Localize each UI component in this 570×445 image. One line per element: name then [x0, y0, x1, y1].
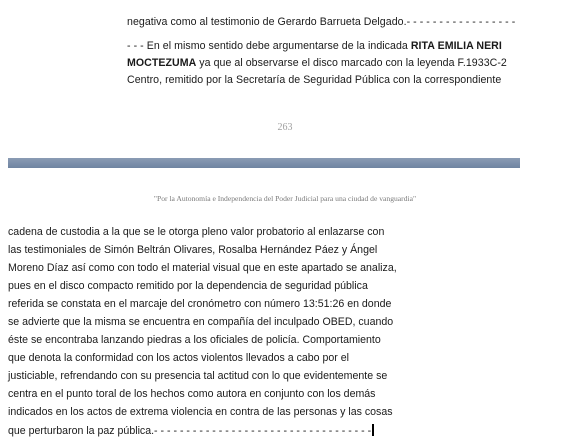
text-cursor[interactable] — [372, 424, 374, 436]
body-text-line: Moreno Díaz así como con todo el material visual que en este apartado se analiza, — [8, 262, 397, 274]
body-text-line: centra en el punto toral de los hechos como autora en conjunto con los demás — [8, 388, 376, 400]
body-text-line: cadena de custodia a la que se le otorga pleno valor probatorio al enlazarse con — [8, 226, 385, 238]
upper-text-line — [127, 40, 502, 53]
bold-name-run: RITA EMILIA NERI — [410, 40, 502, 52]
page-break-bar — [8, 158, 520, 168]
page-number: 263 — [277, 122, 293, 133]
bold-name-run: MOCTEZUMA — [127, 57, 197, 69]
body-text-line: indicados en los actos de extrema violencia en contra de las personas y las cosas — [8, 406, 393, 418]
upper-text-line — [127, 57, 507, 70]
upper-text-line: negativa como al testimonio de Gerardo Barrueta Delgado.- - - - - - - - - - - - - - - - - — [127, 16, 516, 28]
body-text-line — [8, 424, 374, 438]
text-run: ya que al observarse el disco marcado con la leyenda F.1933C-2 — [196, 57, 507, 69]
body-text-line: pues en el disco compacto remitido por la dependencia de seguridad pública — [8, 280, 368, 292]
upper-text-line: Centro, remitido por la Secretaría de Seguridad Pública con la correspondiente — [127, 74, 502, 86]
body-text-line: éste se encontraba lanzando piedras a los oficiales de policía. Comportamiento — [8, 334, 381, 346]
page-gap-edge — [0, 158, 8, 168]
text-run: que perturbaron la paz pública.- - - - - - - - - - - - - - - - - - - - - - - - - - - - - - - - - - — [8, 425, 372, 437]
text-run: - - - En el mismo sentido debe argumentarse de la indicada — [127, 40, 411, 52]
previous-page-bottom — [0, 0, 570, 158]
body-text-line: justiciable, refrendando con su presencia tal actitud con lo que evidentemente se — [8, 370, 388, 382]
body-text-line: se advierte que la misma se encuentra en compañía del inculpado OBED, cuando — [8, 316, 394, 328]
body-text-line: que denota la conformidad con los actos violentos llevados a cabo por el — [8, 352, 349, 364]
body-text-line: las testimoniales de Simón Beltrán Olivares, Rosalba Hernández Páez y Ángel — [8, 244, 378, 256]
body-text-line: referida se constata en el marcaje del cronómetro con número 13:51:26 en donde — [8, 298, 392, 310]
page-header-motto: "Por la Autonomía e Independencia del Poder Judicial para una ciudad de vanguardia" — [153, 194, 417, 203]
